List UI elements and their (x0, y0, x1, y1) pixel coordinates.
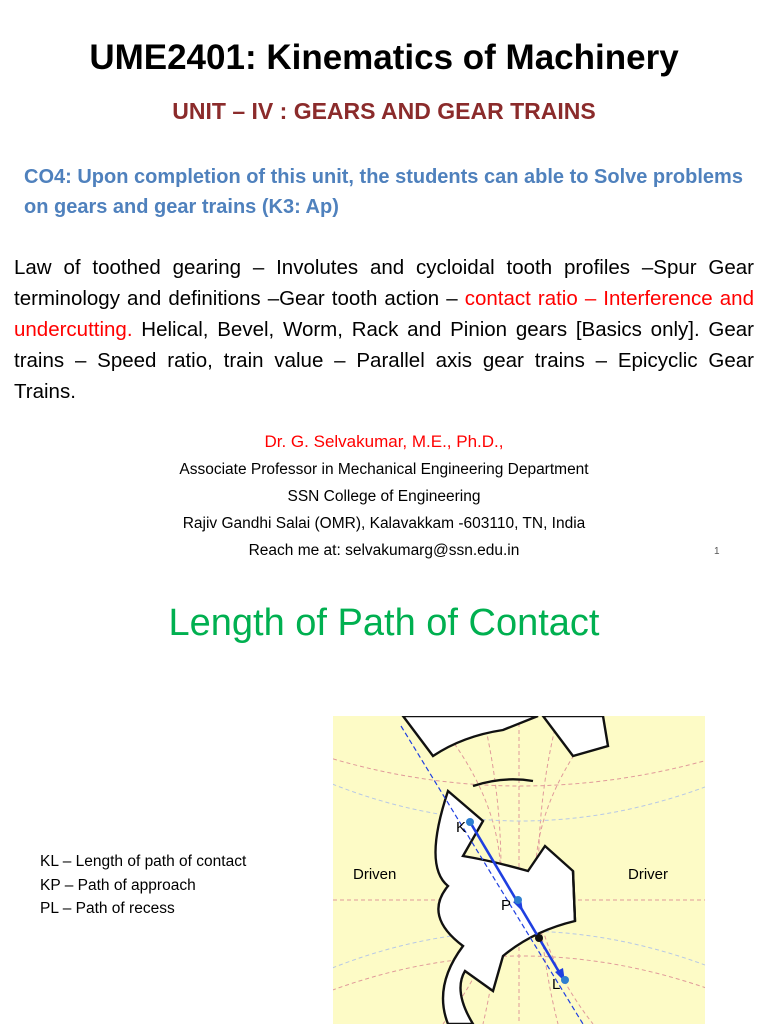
point-k-marker (466, 818, 474, 826)
driven-label: Driven (353, 866, 397, 883)
diagram-legend (40, 850, 246, 921)
legend-item-pl: PL – Path of recess (40, 900, 175, 917)
syllabus-text (14, 252, 754, 407)
point-k-label: K (456, 819, 467, 836)
author-position: Associate Professor in Mechanical Engineering Department (179, 461, 589, 478)
point-p-marker (514, 896, 522, 904)
author-address: Rajiv Gandhi Salai (OMR), Kalavakkam -603110, TN, India (182, 515, 586, 532)
syllabus-highlight: contact ratio – Interference and undercutting. (14, 287, 754, 341)
slide2-title: Length of Path of Contact (168, 602, 600, 644)
legend-item-kl: KL – Length of path of contact (40, 853, 247, 870)
legend-item-kp: KP – Path of approach (40, 876, 196, 894)
syllabus-part1: Law of toothed gearing – Involutes and cycloidal tooth profiles –Spur Gear terminology and definitions –Gear tooth action – (14, 256, 754, 310)
gear-contact-diagram (333, 716, 705, 1024)
unit-heading: UNIT – IV : GEARS AND GEAR TRAINS (172, 98, 596, 124)
author-name: Dr. G. Selvakumar, M.E., Ph.D., (264, 432, 504, 451)
syllabus-part2: Helical, Bevel, Worm, Rack and Pinion gears [Basics only]. Gear trains – Speed ratio, train value – Parallel axis gear trains – Epicyclic Gear Trains. (14, 318, 754, 403)
author-email: Reach me at: selvakumarg@ssn.edu.in (248, 542, 520, 559)
point-l-label: L (552, 976, 561, 993)
course-outcome: CO4: Upon completion of this unit, the students can able to Solve problems on gears and gear trains (K3: Ap) (24, 166, 743, 218)
driver-label: Driver (628, 866, 668, 883)
point-p-label: P (501, 897, 512, 914)
slide-title: UME2401: Kinematics of Machinery (89, 38, 679, 77)
author-college: SSN College of Engineering (287, 488, 481, 505)
page-number: 1 (714, 546, 720, 557)
pitch-point-marker (535, 934, 543, 942)
point-l-marker (561, 976, 569, 984)
